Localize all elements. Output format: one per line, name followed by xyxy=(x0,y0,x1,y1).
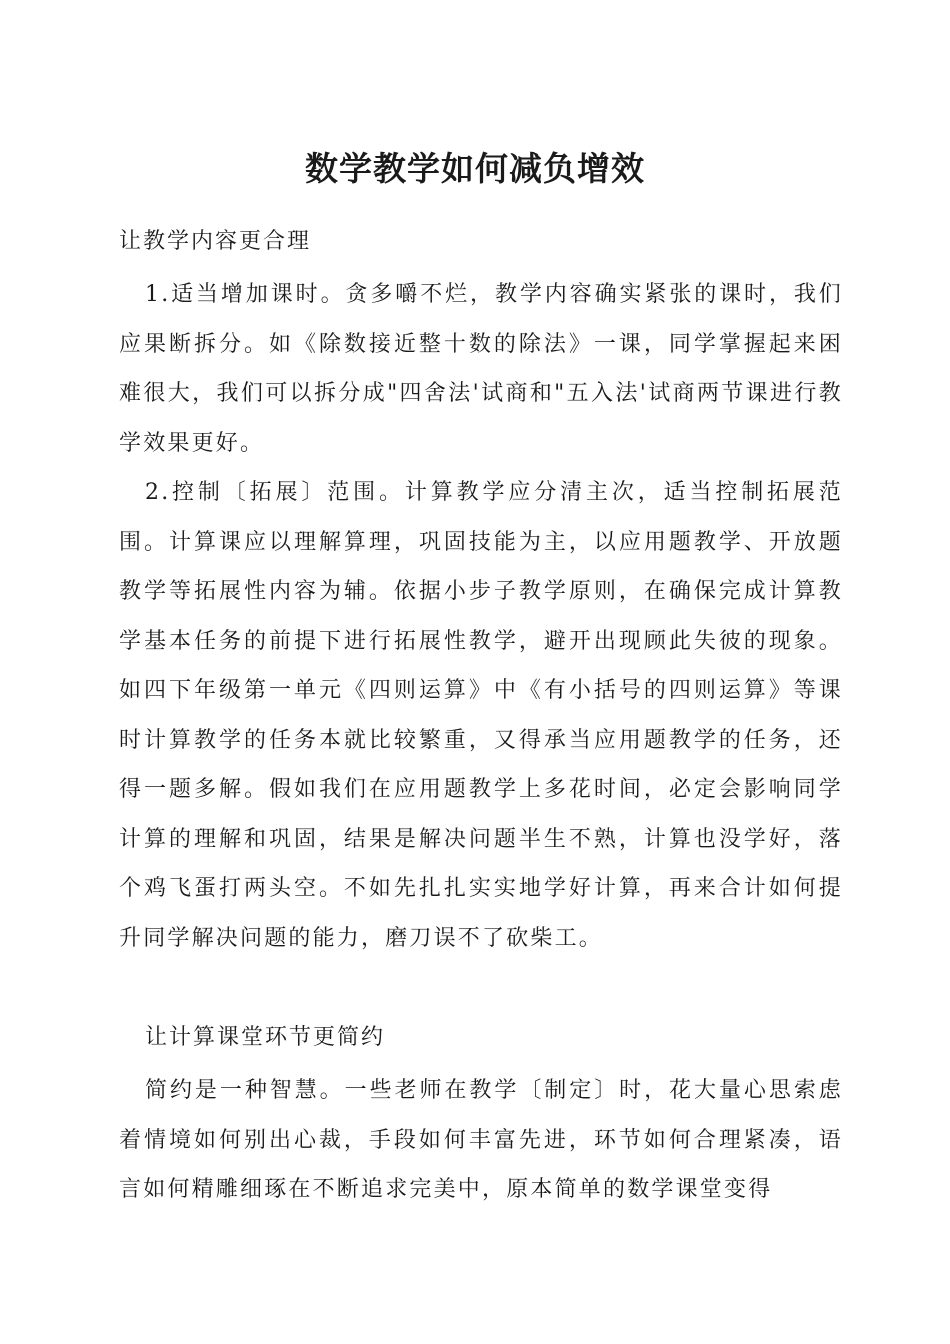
document-title: 数学教学如何减负增效 xyxy=(305,149,645,188)
paragraph-simplicity: 简约是一种智慧。一些老师在教学〔制定〕时，花大量心思索虑着情境如何别出心裁，手段如何丰富先进，环节如何合理紧凑，语言如何精雕细琢在不断追求完美中，原本简单的数学课堂变得 xyxy=(119,1078,843,1202)
section-heading-simplify: 让计算课堂环节更简约 xyxy=(145,1025,386,1050)
paragraph-control-scope: 2.控制〔拓展〕范围。计算教学应分清主次，适当控制拓展范围。计算课应以理解算理，巩固技能为主，以应用题教学、开放题教学等拓展性内容为辅。依据小步子教学原则，在确保完成计算教学基本任务的前提下进行拓展性教学，避开出现顾此失彼的现象。如四下年级第一单元《四则运算》中《有小括号的四则运算》等课时计算教学的任务本就比较繁重，又得承当应用题教学的任务，还得一题多解。假如我们在应用题教学上多花时间，必定会影响同学计算的理解和巩固，结果是解决问题半生不熟，计算也没学好，落个鸡飞蛋打两头空。不如先扎扎实实地学好计算，再来合计如何提升同学解决问题的能力，磨刀误不了砍柴工。 xyxy=(119,480,843,951)
section-heading-content: 让教学内容更合理 xyxy=(119,229,312,254)
paragraph-increase-lessons: 1.适当增加课时。贪多嚼不烂，教学内容确实紧张的课时，我们应果断拆分。如《除数接近整十数的除法》一课，同学掌握起来困难很大，我们可以拆分成"四舍法'试商和"五入法'试商两节课进行教学效果更好。 xyxy=(119,282,843,456)
